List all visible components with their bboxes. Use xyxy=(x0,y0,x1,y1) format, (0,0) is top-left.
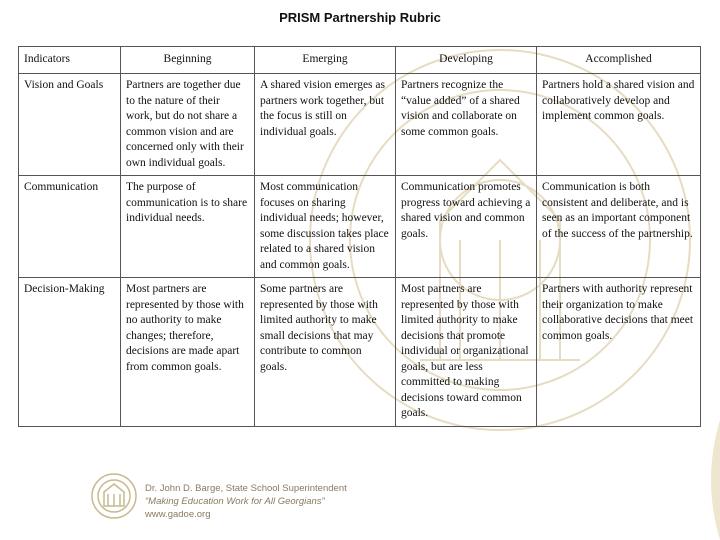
table-cell: Partners are together due to the nature of their work, but do not share a common vision and are concerned only with their own individual goals. xyxy=(121,74,255,176)
table-cell: Communication is both consistent and deliberate, and is seen as an important component of the success of the partnership. xyxy=(537,176,701,278)
footer-slogan: “Making Education Work for All Georgians” xyxy=(145,496,325,507)
rubric-table xyxy=(18,46,701,427)
table-cell: Some partners are represented by those with limited authority to make small decisions that may contribute to common goals. xyxy=(255,278,396,427)
table-cell: Communication promotes progress toward achieving a shared vision and common goals. xyxy=(396,176,537,278)
table-row xyxy=(19,176,701,278)
column-header-beginning: Beginning xyxy=(121,47,255,74)
row-indicator: Decision-Making xyxy=(19,278,121,427)
column-header-indicators: Indicators xyxy=(19,47,121,74)
table-cell: Partners with authority represent their organization to make collaborative decisions that meet common goals. xyxy=(537,278,701,427)
table-row xyxy=(19,278,701,427)
footer xyxy=(90,468,490,528)
table-cell: Most partners are represented by those with no authority to make changes; therefore, decisions are made apart from common goals. xyxy=(121,278,255,427)
table-cell: Partners recognize the “value added” of a shared vision and collaborate on some common goals. xyxy=(396,74,537,176)
column-header-emerging: Emerging xyxy=(255,47,396,74)
column-header-developing: Developing xyxy=(396,47,537,74)
page-title: PRISM Partnership Rubric xyxy=(279,10,441,25)
corner-decoration-icon xyxy=(700,0,720,540)
table-header-row xyxy=(19,47,701,74)
column-header-accomplished: Accomplished xyxy=(537,47,701,74)
table-row xyxy=(19,74,701,176)
footer-url: www.gadoe.org xyxy=(145,509,211,520)
table-cell: Most partners are represented by those with limited authority to make decisions that promote individual or organizational goals, but are less committed to making decisions toward common goals. xyxy=(396,278,537,427)
table-cell: A shared vision emerges as partners work together, but the focus is still on individual goals. xyxy=(255,74,396,176)
table-cell: Most communication focuses on sharing individual needs; however, some discussion takes place related to a shared vision and common goals. xyxy=(255,176,396,278)
superintendent-name: Dr. John D. Barge, State School Superintendent xyxy=(145,483,347,494)
row-indicator: Communication xyxy=(19,176,121,278)
table-cell: Partners hold a shared vision and collaboratively develop and implement common goals. xyxy=(537,74,701,176)
table-cell: The purpose of communication is to share individual needs. xyxy=(121,176,255,278)
department-of-education-seal-icon xyxy=(90,468,138,524)
row-indicator: Vision and Goals xyxy=(19,74,121,176)
